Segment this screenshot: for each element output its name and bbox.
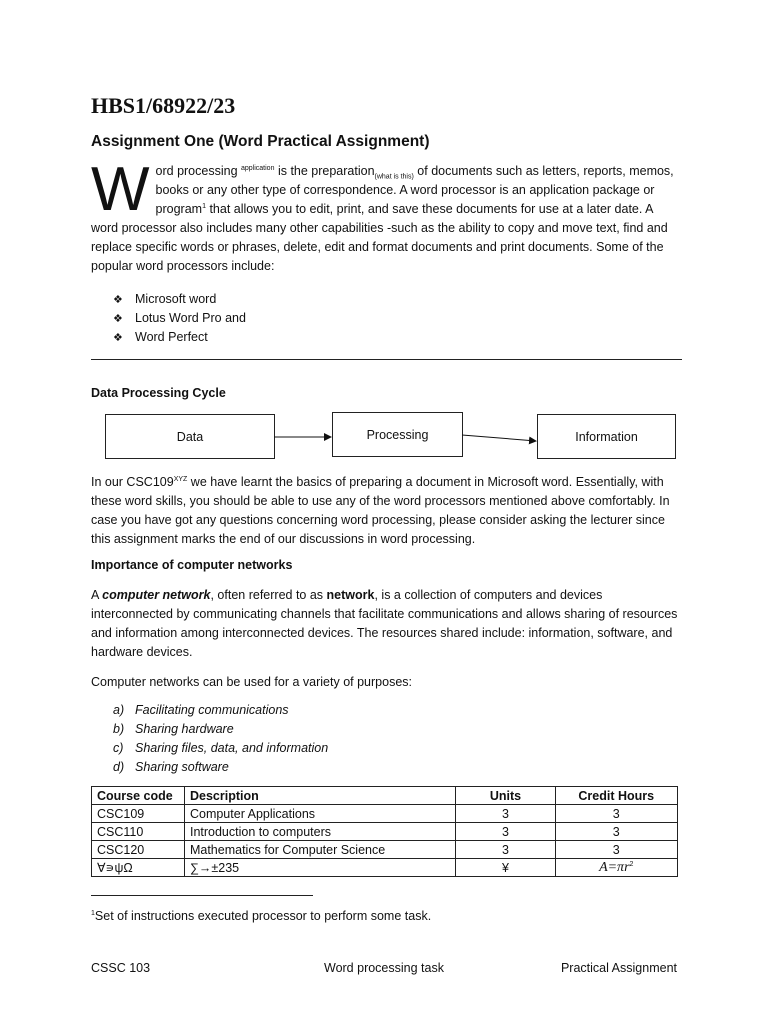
list-item: ❖ Word Perfect	[113, 328, 246, 347]
footer-center: Word processing task	[324, 961, 444, 975]
table-row: CSC120 Mathematics for Computer Science 3 3	[92, 841, 678, 859]
course-table	[91, 786, 678, 877]
table-row: ∀∍ψΩ ∑→±235 ¥ $A=\pi r^2$	[92, 859, 678, 877]
drop-cap: W	[91, 155, 150, 224]
csc-paragraph: In our $CSC109^{XYZ}$ we have learnt the basics of preparing a document in Microsoft word. Essentially, with these word skills, you should be able to use any of the word processors mentioned above comfortably. In case you have got any questions concerning word processing, please consider asking the lecturer since this assignment marks the end of our discussions in word processing.	[91, 475, 670, 546]
footer-left: CSSC 103	[91, 961, 151, 975]
list-item: ❖ Lotus Word Pro and	[113, 309, 246, 328]
intro-paragraph: Word processing $^{application}$ is the preparation$_{(what is this)}$ of documents such as letters, reports, memos, books or any other type of correspondence. A word processor is an application package or program$^1$ that allows you to edit, print, and save these documents for use at a later date. A word processor also includes many other capabilities -such as the ability to copy and move text, find and replace specific words or phrases, delete, edit and format documents and print documents. Some of the popular word processors include:	[91, 155, 674, 273]
footnote-ref: 1	[202, 202, 206, 210]
footer-right: Practical Assignment	[560, 961, 677, 975]
header-description: Description	[184, 787, 456, 805]
data-box: Data	[105, 414, 275, 459]
footnote: $^1$Set of instructions executed processor to perform some task.	[91, 909, 432, 923]
arrow-processing-to-information	[462, 435, 536, 441]
purposes-list	[113, 701, 328, 777]
list-item: d) Sharing software	[113, 760, 229, 774]
information-box: Information	[537, 414, 676, 459]
networks-paragraph: A computer network, often referred to as network, is a collection of computers and devices interconnected by communicating channels that facilitate communications and allows sharing of resources and information among interconnected devices. The resources shared include: information, software, and hardware devices.	[91, 588, 678, 659]
header-credit-hours: Credit Hours	[555, 787, 677, 805]
purposes-intro: Computer networks can be used for a variety of purposes:	[91, 675, 412, 689]
processing-box: Processing	[332, 412, 463, 457]
footnote-separator	[91, 895, 313, 896]
header-units: Units	[456, 787, 555, 805]
assignment-title: Assignment One (Word Practical Assignment)	[91, 133, 430, 150]
document-id: HBS1/68922/23	[91, 93, 236, 118]
area-formula: A=πr	[599, 859, 630, 875]
term-computer-network: computer network	[102, 588, 211, 602]
formula-cell: $A=\pi r^2$	[555, 859, 677, 877]
diamond-bullet-icon: ❖	[113, 332, 123, 344]
table-row: CSC110 Introduction to computers 3 3	[92, 823, 678, 841]
list-item: c) Sharing files, data, and information	[113, 741, 329, 755]
subscript-what-is-this: (what is this)	[374, 173, 414, 181]
networks-heading: Importance of computer networks	[91, 558, 293, 572]
superscript-application: application	[241, 164, 275, 172]
term-network: network	[326, 588, 375, 602]
list-item: b) Sharing hardware	[113, 722, 234, 736]
table-header-row	[92, 787, 678, 805]
header-course-code: Course code	[92, 787, 185, 805]
list-item: ❖ Microsoft word	[113, 290, 246, 309]
superscript-xyz: XYZ	[173, 475, 188, 483]
diamond-bullet-icon: ❖	[113, 313, 123, 325]
cycle-heading: Data Processing Cycle	[91, 386, 226, 400]
table-row: CSC109 Computer Applications 3 3	[92, 805, 678, 823]
list-item: a) Facilitating communications	[113, 703, 289, 717]
diamond-bullet-icon: ❖	[113, 294, 123, 306]
